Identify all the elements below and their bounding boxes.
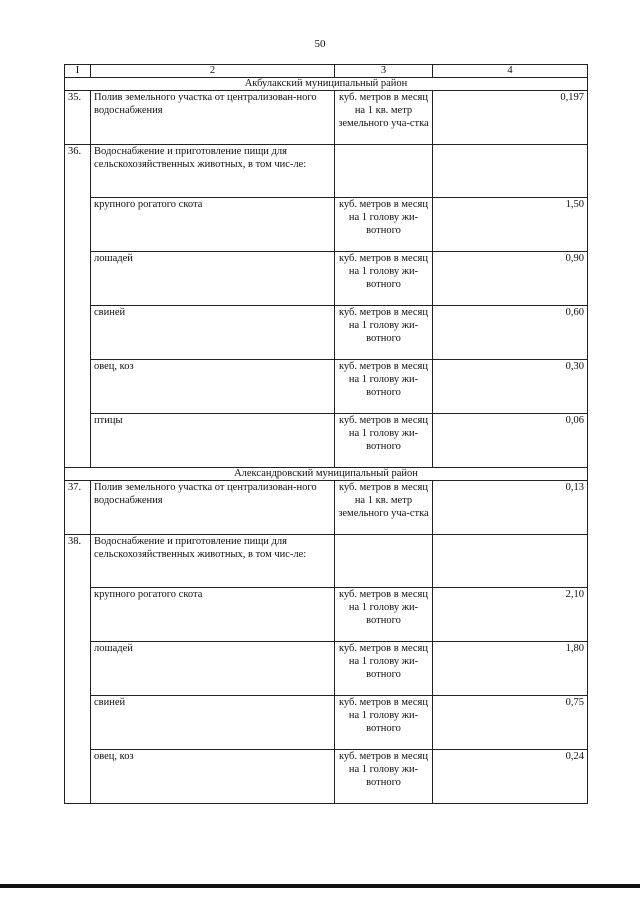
table-subrow (65, 252, 588, 306)
row-value (433, 145, 588, 198)
table-row (65, 91, 588, 145)
subrow-unit: куб. метров в месяц на 1 голову жи-вотного (335, 750, 433, 804)
subrow-unit: куб. метров в месяц на 1 голову жи-вотного (335, 588, 433, 642)
subrow-description: крупного рогатого скота (91, 588, 335, 642)
subrow-description: овец, коз (91, 360, 335, 414)
row-description: Полив земельного участка от централизован-ного водоснабжения (91, 91, 335, 145)
subrow-value: 1,80 (433, 642, 588, 696)
column-header-row (65, 65, 588, 78)
table-subrow (65, 696, 588, 750)
subrow-description: овец, коз (91, 750, 335, 804)
table-subrow (65, 306, 588, 360)
table-row (65, 535, 588, 588)
subrow-value: 0,24 (433, 750, 588, 804)
table-subrow (65, 360, 588, 414)
subrow-value: 1,50 (433, 198, 588, 252)
row-number: 35. (65, 91, 91, 145)
subrow-description: лошадей (91, 252, 335, 306)
table-row (65, 481, 588, 535)
district-name: Александровский муниципальный район (65, 468, 588, 481)
subrow-value: 2,10 (433, 588, 588, 642)
subrow-description: свиней (91, 696, 335, 750)
subrow-unit: куб. метров в месяц на 1 голову жи-вотного (335, 306, 433, 360)
subrow-value: 0,75 (433, 696, 588, 750)
page-number: 50 (314, 38, 326, 50)
row-value: 0,197 (433, 91, 588, 145)
subrow-unit: куб. метров в месяц на 1 голову жи-вотного (335, 414, 433, 468)
subrow-value: 0,60 (433, 306, 588, 360)
subrow-value: 0,90 (433, 252, 588, 306)
row-unit: куб. метров в месяц на 1 кв. метр земельного уча-стка (335, 91, 433, 145)
column-header-1: I (65, 65, 91, 78)
row-description: Водоснабжение и приготовление пищи для сельскохозяйственных животных, в том чис-ле: (91, 535, 335, 588)
row-description: Полив земельного участка от централизован-ного водоснабжения (91, 481, 335, 535)
subrow-value: 0,30 (433, 360, 588, 414)
subrow-value: 0,06 (433, 414, 588, 468)
row-number: 36. (65, 145, 91, 468)
district-row (65, 468, 588, 481)
subrow-unit: куб. метров в месяц на 1 голову жи-вотного (335, 360, 433, 414)
table-body (65, 78, 588, 804)
row-number: 38. (65, 535, 91, 804)
table-subrow (65, 588, 588, 642)
column-header-3: 3 (335, 65, 433, 78)
district-row (65, 78, 588, 91)
row-unit: куб. метров в месяц на 1 кв. метр земельного уча-стка (335, 481, 433, 535)
bottom-rule (0, 884, 640, 888)
norms-table (64, 64, 588, 804)
column-header-4: 4 (433, 65, 588, 78)
subrow-unit: куб. метров в месяц на 1 голову жи-вотного (335, 252, 433, 306)
subrow-unit: куб. метров в месяц на 1 голову жи-вотного (335, 198, 433, 252)
column-header-2: 2 (91, 65, 335, 78)
row-description: Водоснабжение и приготовление пищи для сельскохозяйственных животных, в том чис-ле: (91, 145, 335, 198)
table-subrow (65, 414, 588, 468)
district-name: Акбулакский муниципальный район (65, 78, 588, 91)
table-subrow (65, 750, 588, 804)
row-number: 37. (65, 481, 91, 535)
row-value: 0,13 (433, 481, 588, 535)
table-row (65, 145, 588, 198)
table-subrow (65, 642, 588, 696)
subrow-description: лошадей (91, 642, 335, 696)
subrow-unit: куб. метров в месяц на 1 голову жи-вотного (335, 642, 433, 696)
subrow-unit: куб. метров в месяц на 1 голову жи-вотного (335, 696, 433, 750)
row-unit (335, 535, 433, 588)
table-subrow (65, 198, 588, 252)
row-unit (335, 145, 433, 198)
row-value (433, 535, 588, 588)
subrow-description: птицы (91, 414, 335, 468)
subrow-description: свиней (91, 306, 335, 360)
subrow-description: крупного рогатого скота (91, 198, 335, 252)
